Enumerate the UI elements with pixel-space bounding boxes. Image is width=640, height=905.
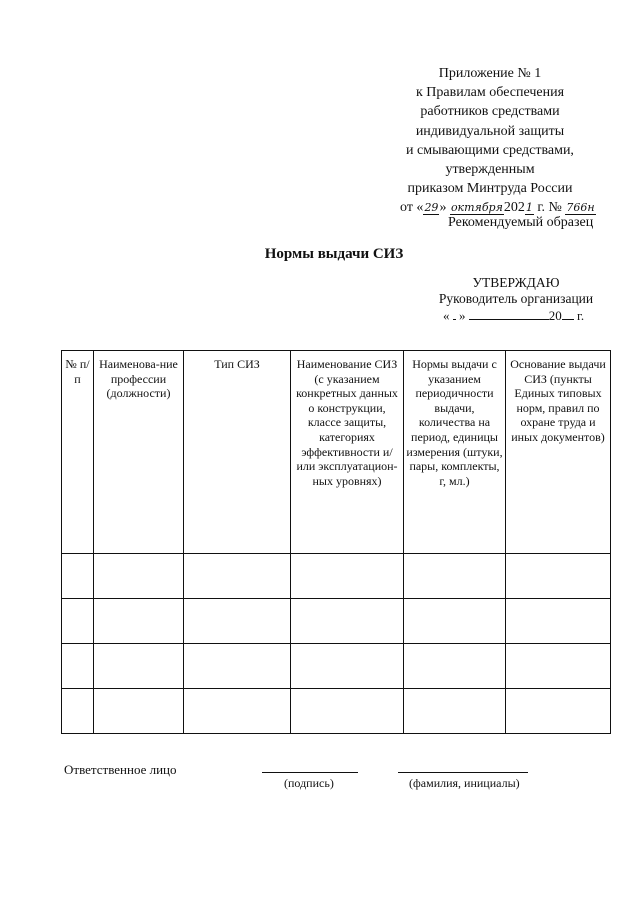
appendix-line: утвержденным [445, 162, 535, 178]
column-header-ppe-type: Тип СИЗ [184, 351, 291, 554]
appendix-block [400, 64, 595, 218]
order-year-suffix: г. № [533, 200, 562, 216]
name-caption: (фамилия, инициалы) [409, 776, 520, 790]
appendix-line: и смывающими средствами, [406, 142, 574, 158]
date-year-blank [562, 307, 574, 320]
table-cell[interactable] [404, 689, 506, 734]
table-cell[interactable] [184, 644, 291, 689]
order-number-handwritten: 766н [566, 201, 595, 215]
table-cell[interactable] [62, 644, 94, 689]
order-month-handwritten: октября [450, 201, 503, 215]
appendix-line: работников средствами [420, 104, 560, 120]
appendix-line: к Правилам обеспечения [415, 85, 565, 101]
order-quote-close: » [439, 200, 447, 216]
column-header-number: № п/п [62, 351, 94, 554]
appendix-line: приказом Минтруда России [407, 181, 573, 197]
column-header-basis: Основание выдачи СИЗ (пункты Единых типовых норм, правил по охране труда и иных документов) [506, 351, 611, 554]
recommended-sample-label: Рекомендуемый образец [448, 215, 594, 230]
table-cell[interactable] [506, 554, 611, 599]
appendix-line: индивидуальной защиты [415, 123, 565, 139]
table-cell[interactable] [404, 599, 506, 644]
table-row [62, 644, 611, 689]
signature-line[interactable] [262, 772, 358, 773]
table-cell[interactable] [404, 644, 506, 689]
table-cell[interactable] [184, 599, 291, 644]
approval-block [436, 275, 596, 307]
table-cell[interactable] [184, 689, 291, 734]
table-cell[interactable] [291, 599, 404, 644]
table-cell[interactable] [291, 554, 404, 599]
appendix-line: Приложение № 1 [438, 66, 542, 81]
date-suffix: г. [577, 308, 585, 323]
table-row [62, 554, 611, 599]
date-close-quote: » [459, 308, 466, 323]
table-cell[interactable] [506, 689, 611, 734]
table-cell[interactable] [94, 644, 184, 689]
order-day-handwritten: 29 [424, 201, 439, 215]
order-year-prefix: 202 [503, 200, 525, 216]
table-row [62, 599, 611, 644]
table-row [62, 689, 611, 734]
date-month-blank [469, 307, 549, 320]
page-title [0, 246, 640, 263]
signature-caption: (подпись) [284, 776, 334, 790]
page-title-text: Нормы выдачи СИЗ [264, 246, 404, 262]
norms-table [61, 350, 611, 734]
approve-heading: УТВЕРЖДАЮ [472, 275, 560, 290]
date-open-quote: « [443, 308, 450, 323]
column-header-issue-norms: Нормы выдачи с указанием периодичности выдачи, количества на период, единицы измерения (штуки, пары, комплекты, г, мл.) [404, 351, 506, 554]
column-header-profession: Наименова-ние профессии (должности) [94, 351, 184, 554]
table-cell[interactable] [506, 644, 611, 689]
table-cell[interactable] [62, 599, 94, 644]
table-header-row [62, 351, 611, 554]
table-cell[interactable] [94, 554, 184, 599]
responsible-person-label: Ответственное лицо [64, 762, 177, 777]
table-cell[interactable] [62, 689, 94, 734]
table-cell[interactable] [291, 689, 404, 734]
table-cell[interactable] [184, 554, 291, 599]
date-day-blank [453, 307, 456, 320]
date-century: 20 [548, 308, 562, 323]
table-cell[interactable] [404, 554, 506, 599]
table-cell[interactable] [94, 689, 184, 734]
approve-role: Руководитель организации [438, 291, 594, 306]
order-prefix: от « [400, 200, 424, 216]
table-cell[interactable] [291, 644, 404, 689]
table-cell[interactable] [506, 599, 611, 644]
table-cell[interactable] [62, 554, 94, 599]
approve-date-line [443, 307, 584, 324]
column-header-ppe-name: Наименование СИЗ (с указанием конкретных данных о конструкции, классе защиты, категориях эффективности и/или эксплуатацион-ных уровнях) [291, 351, 404, 554]
order-year-digit-handwritten: 1 [525, 201, 533, 215]
table-cell[interactable] [94, 599, 184, 644]
name-line[interactable] [398, 772, 528, 773]
